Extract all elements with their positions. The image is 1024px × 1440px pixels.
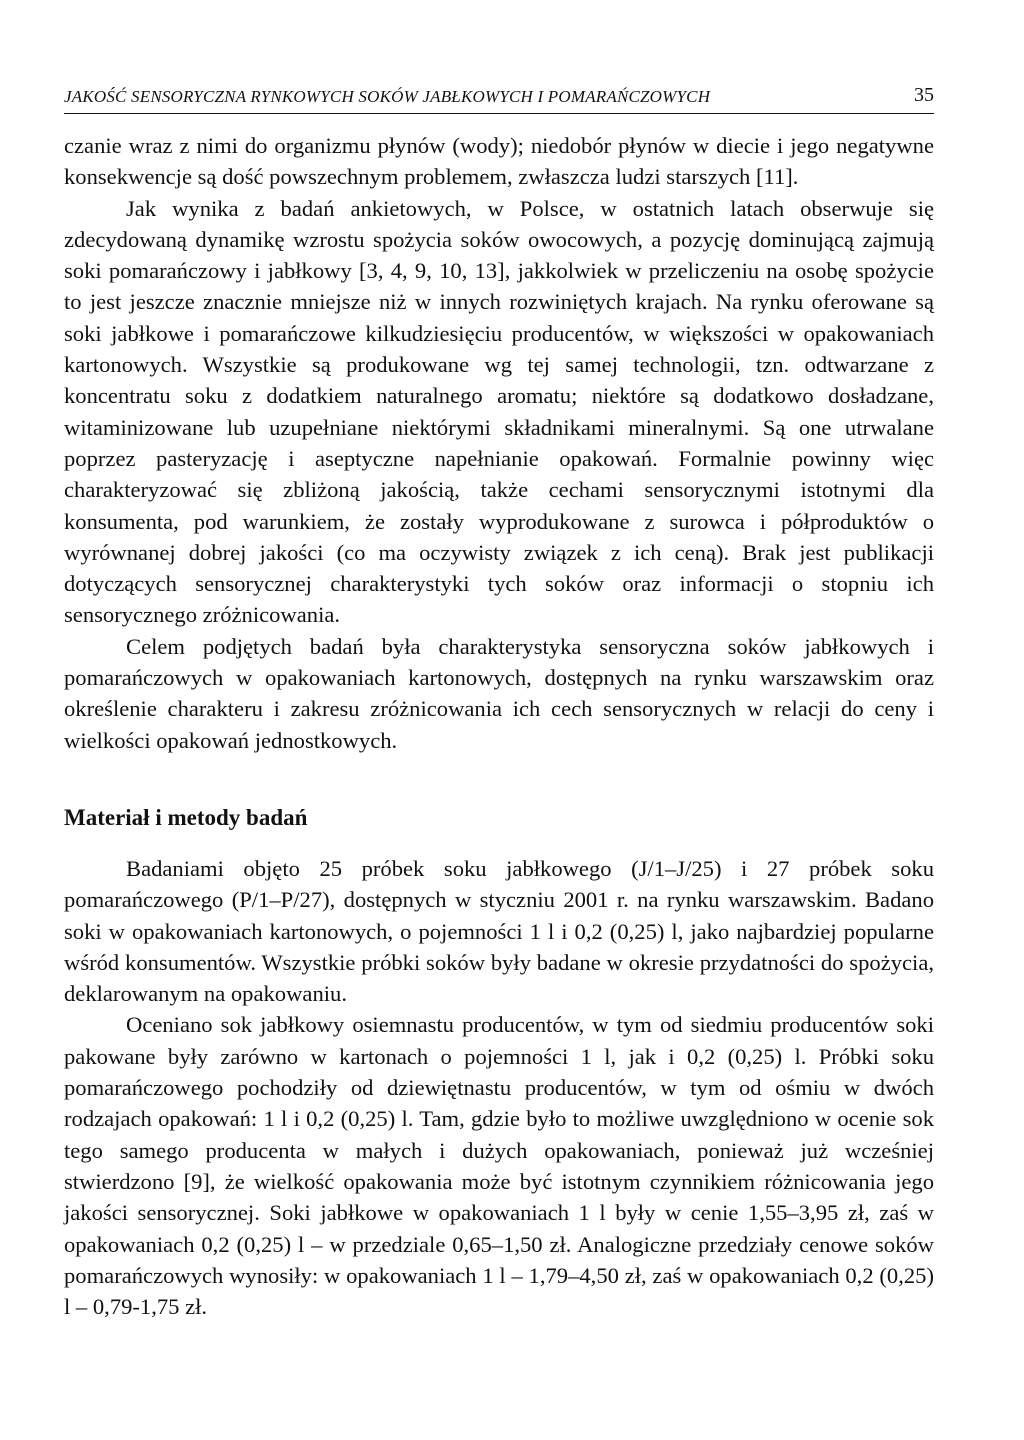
running-header bbox=[64, 84, 934, 114]
body-text bbox=[64, 130, 934, 1322]
document-page bbox=[64, 84, 934, 1322]
paragraph-juice-consumption: Jak wynika z badań ankietowych, w Polsce, w ostatnich latach obserwuje się zdecydowaną dynamikę wzrostu spożycia soków owocowych, a pozycję dominującą zajmują soki pomarańczowy i jabłkowy [3, 4, 9, 10, 13], jakkolwiek w przeliczeniu na osobę spożycie to jest jeszcze znacznie mniejsze niż w innych rozwiniętych krajach. Na rynku oferowane są soki jabłkowe i pomarańczowe kilkudziesięciu producentów, w większości w opakowaniach kartonowych. Wszystkie są produkowane wg tej samej technologii, tzn. odtwarzane z koncentratu soku z dodatkiem naturalnego aromatu; niektóre są dodatkowo dosładzane, witaminizowane lub uzupełniane niektórymi składnikami mineralnymi. Są one utrwalane poprzez pasteryzację i aseptyczne napełnianie opakowań. Formalnie powinny więc charakteryzować się zbliżoną jakością, także cechami sensorycznymi istotnymi dla konsumenta, pod warunkiem, że zostały wyprodukowane z surowca i półproduktów o wyrównanej dobrej jakości (co ma oczywisty związek z ich ceną). Brak jest publikacji dotyczących sensorycznej charakterystyki tych soków oraz informacji o stopniu ich sensorycznego zróżnicowania. bbox=[64, 195, 934, 628]
section-heading: Materiał i metody badań bbox=[64, 804, 308, 830]
running-title: JAKOŚĆ SENSORYCZNA RYNKOWYCH SOKÓW JABŁKOWYCH I POMARAŃCZOWYCH bbox=[64, 87, 711, 106]
paragraph-producers: Oceniano sok jabłkowy osiemnastu producentów, w tym od siedmiu producentów soki pakowane były zarówno w kartonach o pojemności 1 l, jak i 0,2 (0,25) l. Próbki soku pomarańczowego pochodziły od dziewiętnastu producentów, w tym od ośmiu w dwóch rodzajach opakowań: 1 l i 0,2 (0,25) l. Tam, gdzie było to możliwe uwzględniono w ocenie sok tego samego producenta w małych i dużych opakowaniach, ponieważ już wcześniej stwierdzono [9], że wielkość opakowania może być istotnym czynnikiem różnicowania jego jakości sensorycznej. Soki jabłkowe w opakowaniach 1 l były w cenie 1,55–3,95 zł, zaś w opakowaniach 0,2 (0,25) l – w przedziale 0,65–1,50 zł. Analogiczne przedziały cenowe soków pomarańczowych wynosiły: w opakowaniach 1 l – 1,79–4,50 zł, zaś w opakowaniach 0,2 (0,25) l – 0,79-1,75 zł. bbox=[64, 1012, 934, 1320]
paragraph-samples: Badaniami objęto 25 próbek soku jabłkowego (J/1–J/25) i 27 próbek soku pomarańczowego (P/1–P/27), dostępnych w styczniu 2001 r. na rynku warszawskim. Badano soki w opakowaniach kartonowych, o pojemności 1 l i 0,2 (0,25) l, jako najbardziej popularne wśród konsumentów. Wszystkie próbki soków były badane w okresie przydatności do spożycia, deklarowanym na opakowaniu. bbox=[64, 855, 934, 1007]
paragraph-research-aim: Celem podjętych badań była charakterystyka sensoryczna soków jabłkowych i pomarańczowych w opakowaniach kartonowych, dostępnych na rynku warszawskim oraz określenie charakteru i zakresu zróżnicowania ich cech sensorycznych w relacji do ceny i wielkości opakowań jednostkowych. bbox=[64, 633, 934, 753]
paragraph-continued: czanie wraz z nimi do organizmu płynów (wody); niedobór płynów w diecie i jego negatywne konsekwencje są dość powszechnym problemem, zwłaszcza ludzi starszych [11]. bbox=[64, 133, 934, 190]
page-number: 35 bbox=[914, 84, 934, 106]
